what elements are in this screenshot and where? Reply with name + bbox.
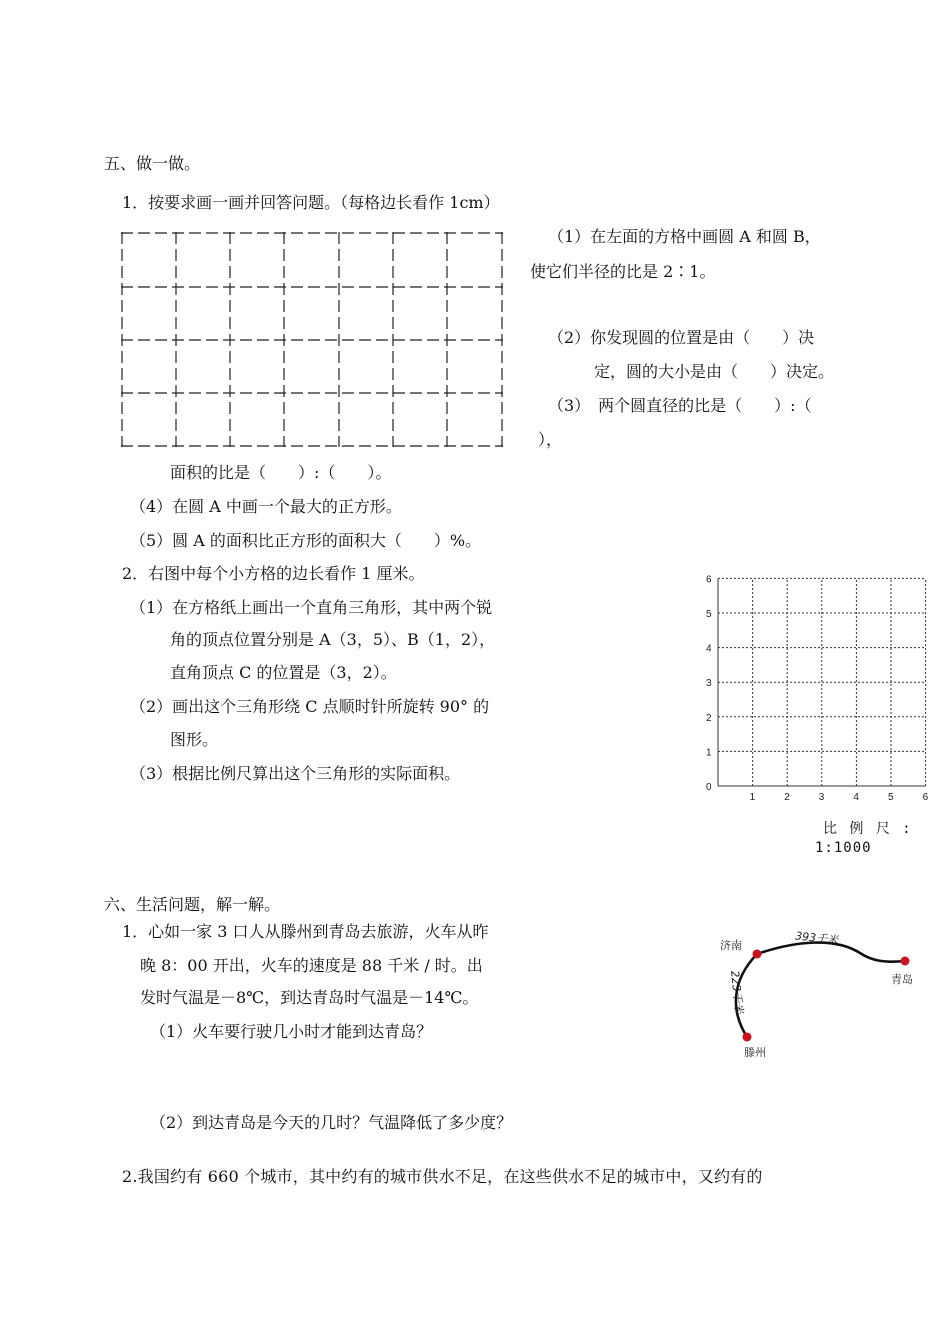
distance-tengzhou-jinan: 223千米 — [728, 969, 746, 1015]
s6-q1-sub2: （2）到达青岛是今天的几时？气温降低了多少度？ — [150, 1113, 513, 1132]
s6-q1-line2: 晚 8：00 开出，火车的速度是 88 千米 / 时。出 — [140, 956, 483, 975]
q1-part1-line2: 使它们半径的比是 2∶1。 — [530, 262, 716, 281]
x-tick-label: 1 — [749, 792, 756, 803]
y-tick-label: 5 — [706, 609, 712, 620]
q2-part1-line3: 直角顶点 C 的位置是（3，2）。 — [170, 663, 397, 682]
q1-part5: （5）圆 A 的面积比正方形的面积大（ ）%。 — [130, 531, 482, 550]
q2-coordinate-grid[interactable] — [700, 576, 940, 802]
s6-q1-line1: 1．心如一家 3 口人从滕州到青岛去旅游，火车从昨 — [122, 922, 489, 941]
section-five-heading: 五、做一做。 — [104, 154, 201, 173]
jinan-dot — [753, 950, 762, 959]
section-six-heading: 六、生活问题，解一解。 — [104, 895, 281, 914]
s6-q1-sub1: （1）火车要行驶几小时才能到达青岛？ — [150, 1022, 433, 1041]
scale-value: 1:1000 — [815, 840, 872, 856]
q2-part2-line1: （2）画出这个三角形绕 C 点顺时针所旋转 90° 的 — [130, 697, 490, 716]
city-qingdao: 青岛 — [891, 973, 913, 986]
q1-part3-line1: （3） 两个圆直径的比是（ ）:（ — [548, 396, 812, 415]
q1-part4: （4）在圆 A 中画一个最大的正方形。 — [130, 497, 402, 516]
y-tick-label: 1 — [706, 747, 712, 759]
q2-part2-line2: 图形。 — [170, 730, 219, 749]
q2-part1-line1: （1）在方格纸上画出一个直角三角形，其中两个锐 — [130, 598, 493, 617]
q2-part3: （3）根据比例尺算出这个三角形的实际面积。 — [130, 764, 461, 783]
x-tick-label: 4 — [853, 792, 859, 803]
x-tick-label: 5 — [888, 792, 894, 803]
q1-part3-line3: 面积的比是（ ）:（ ）。 — [170, 463, 392, 482]
x-tick-label: 2 — [784, 792, 790, 803]
route-map — [700, 925, 940, 1065]
y-tick-label: 6 — [706, 574, 712, 586]
q1-drawing-grid[interactable] — [121, 232, 505, 448]
s6-q1-line3: 发时气温是－8℃，到达青岛时气温是－14℃。 — [140, 988, 479, 1007]
y-tick-label: 4 — [706, 643, 712, 655]
x-tick-label: 3 — [818, 792, 825, 803]
city-jinan: 济南 — [720, 939, 742, 952]
q2-part1-line2: 角的顶点位置分别是 A（3，5）、B（1，2）， — [170, 630, 496, 649]
city-tengzhou: 滕州 — [744, 1046, 766, 1059]
q1-part2-line2: 定，圆的大小是由（ ）决定。 — [594, 362, 835, 381]
y-tick-label: 2 — [706, 712, 712, 724]
tengzhou-dot — [743, 1033, 752, 1042]
y-tick-label: 3 — [706, 678, 712, 690]
y-tick-label: 0 — [706, 782, 712, 793]
q2-title: 2．右图中每个小方格的边长看作 1 厘米。 — [122, 564, 425, 583]
q1-title: 1．按要求画一画并回答问题。（每格边长看作 1cm） — [122, 193, 500, 212]
s6-q2-line1: 2.我国约有 660 个城市，其中约有的城市供水不足，在这些供水不足的城市中，又约有的 — [122, 1167, 763, 1186]
q1-part2-line1: （2）你发现圆的位置是由（ ）决 — [548, 328, 815, 347]
q1-part3-line2: ）， — [538, 430, 563, 449]
q1-part1-line1: （1）在左面的方格中画圆 A 和圆 B， — [548, 227, 821, 246]
qingdao-dot — [901, 957, 910, 966]
scale-label: 比 例 尺 : — [823, 821, 913, 837]
distance-jinan-qingdao: 393千米 — [794, 929, 839, 947]
x-tick-label: 6 — [922, 792, 929, 803]
